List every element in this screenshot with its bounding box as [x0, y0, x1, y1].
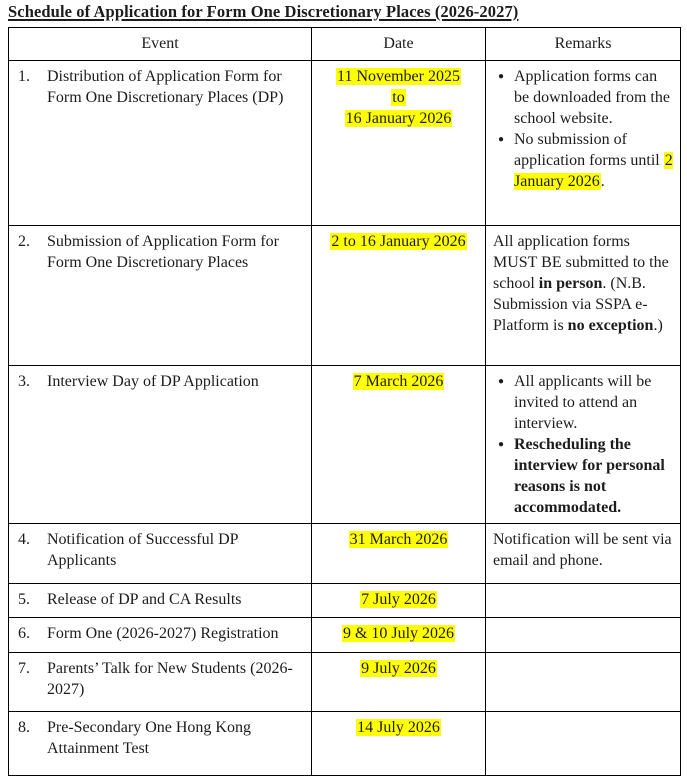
- event-number: 4.: [18, 531, 30, 548]
- event-text: Submission of Application Form for Form One Discretionary Places: [47, 233, 279, 271]
- bullet-icon: ●: [498, 134, 505, 145]
- remark-text: All application forms MUST BE submitted to the school in person. (N.B. Submission via SSPA e-Platform is no exception.): [493, 233, 669, 334]
- event-text: Form One (2026-2027) Registration: [47, 625, 279, 642]
- date-line: [313, 717, 484, 738]
- remark-text: All applicants will be invited to attend an interview.: [514, 373, 652, 432]
- highlight: 14 July 2026: [357, 719, 440, 736]
- bullet-icon: ●: [498, 71, 505, 82]
- event-cell: [9, 653, 312, 712]
- highlight: 2 to 16 January 2026: [331, 233, 466, 250]
- event-cell: [9, 524, 312, 584]
- event-cell: [9, 366, 312, 524]
- event-cell: [9, 618, 312, 653]
- remark-bullet-item: [486, 66, 675, 129]
- event-number: 2.: [18, 233, 30, 250]
- remark-text: Application forms can be downloaded from the school website.: [514, 68, 670, 127]
- table-row: [9, 366, 681, 524]
- bullet-icon: ●: [498, 376, 505, 387]
- event-cell: [9, 226, 312, 366]
- event-text: Pre-Secondary One Hong Kong Attainment Test: [47, 719, 251, 757]
- event-cell: [9, 584, 312, 618]
- event-number: 6.: [18, 625, 30, 642]
- remarks-cell: [486, 584, 681, 618]
- table-row: [9, 226, 681, 366]
- date-cell: [312, 584, 486, 618]
- remark-text: No submission of application forms until 2 January 2026.: [514, 131, 673, 190]
- col-header-date: Date: [312, 28, 486, 61]
- event-text: Distribution of Application Form for Form One Discretionary Places (DP): [47, 68, 284, 106]
- highlight: 9 July 2026: [361, 660, 436, 677]
- event-number: 3.: [18, 373, 30, 390]
- table-row: [9, 584, 681, 618]
- date-line: [313, 108, 484, 129]
- table-row: [9, 653, 681, 712]
- event-number: 1.: [18, 68, 30, 85]
- col-header-event: Event: [9, 28, 312, 61]
- date-cell: [312, 524, 486, 584]
- event-text: Interview Day of DP Application: [47, 373, 259, 390]
- event-text: Notification of Successful DP Applicants: [47, 531, 238, 569]
- header-row: [9, 28, 681, 61]
- date-cell: [312, 226, 486, 366]
- event: [18, 589, 307, 610]
- event-cell: [9, 712, 312, 776]
- highlight: 7 March 2026: [353, 373, 444, 390]
- event-text: Parents’ Talk for New Students (2026-2027): [47, 660, 293, 698]
- remarks-cell: [486, 61, 681, 226]
- date-line: [313, 371, 484, 392]
- date-line: [313, 529, 484, 550]
- date-line: [313, 623, 484, 644]
- table-row: [9, 712, 681, 776]
- event: [18, 66, 307, 108]
- date-cell: [312, 618, 486, 653]
- page-title: Schedule of Application for Form One Discretionary Places (2026-2027): [8, 2, 519, 21]
- remarks-cell: [486, 653, 681, 712]
- highlight: 11 November 2025: [337, 68, 460, 85]
- remarks-cell: [486, 366, 681, 524]
- event-cell: [9, 61, 312, 226]
- table-row: [9, 524, 681, 584]
- event: [18, 231, 307, 273]
- date-line: [313, 589, 484, 610]
- col-header-remarks: Remarks: [486, 28, 681, 61]
- event: [18, 658, 307, 700]
- date-cell: [312, 712, 486, 776]
- event: [18, 529, 307, 571]
- date-line: [313, 87, 484, 108]
- date-line: [313, 66, 484, 87]
- bullet-icon: ●: [498, 439, 505, 450]
- highlight: to: [392, 89, 405, 106]
- highlight: 9 & 10 July 2026: [342, 625, 455, 642]
- date-line: [313, 658, 484, 679]
- highlight: 16 January 2026: [345, 110, 452, 127]
- remarks-cell: [486, 524, 681, 584]
- highlight: 7 July 2026: [361, 591, 436, 608]
- table-row: [9, 618, 681, 653]
- date-cell: [312, 61, 486, 226]
- schedule-table: [8, 27, 681, 776]
- event-number: 8.: [18, 719, 30, 736]
- remark-bullet-item: [486, 434, 675, 518]
- event: [18, 717, 307, 759]
- remarks-cell: [486, 712, 681, 776]
- date-line: [313, 231, 484, 252]
- remark-bullet-item: [486, 371, 675, 434]
- date-cell: [312, 653, 486, 712]
- highlight: 31 March 2026: [349, 531, 448, 548]
- date-cell: [312, 366, 486, 524]
- event-text: Release of DP and CA Results: [47, 591, 242, 608]
- table-row: [9, 61, 681, 226]
- remarks-cell: [486, 618, 681, 653]
- event-number: 7.: [18, 660, 30, 677]
- event: [18, 623, 307, 644]
- remarks-cell: [486, 226, 681, 366]
- schedule-table-body: [9, 61, 681, 776]
- remark-text: Rescheduling the interview for personal reasons is not accommodated.: [514, 436, 665, 516]
- remark-bullet-item: [486, 129, 675, 192]
- event: [18, 371, 307, 392]
- event-number: 5.: [18, 591, 30, 608]
- highlight: 2 January 2026: [514, 152, 673, 190]
- remark-text: Notification will be sent via email and phone.: [493, 531, 672, 569]
